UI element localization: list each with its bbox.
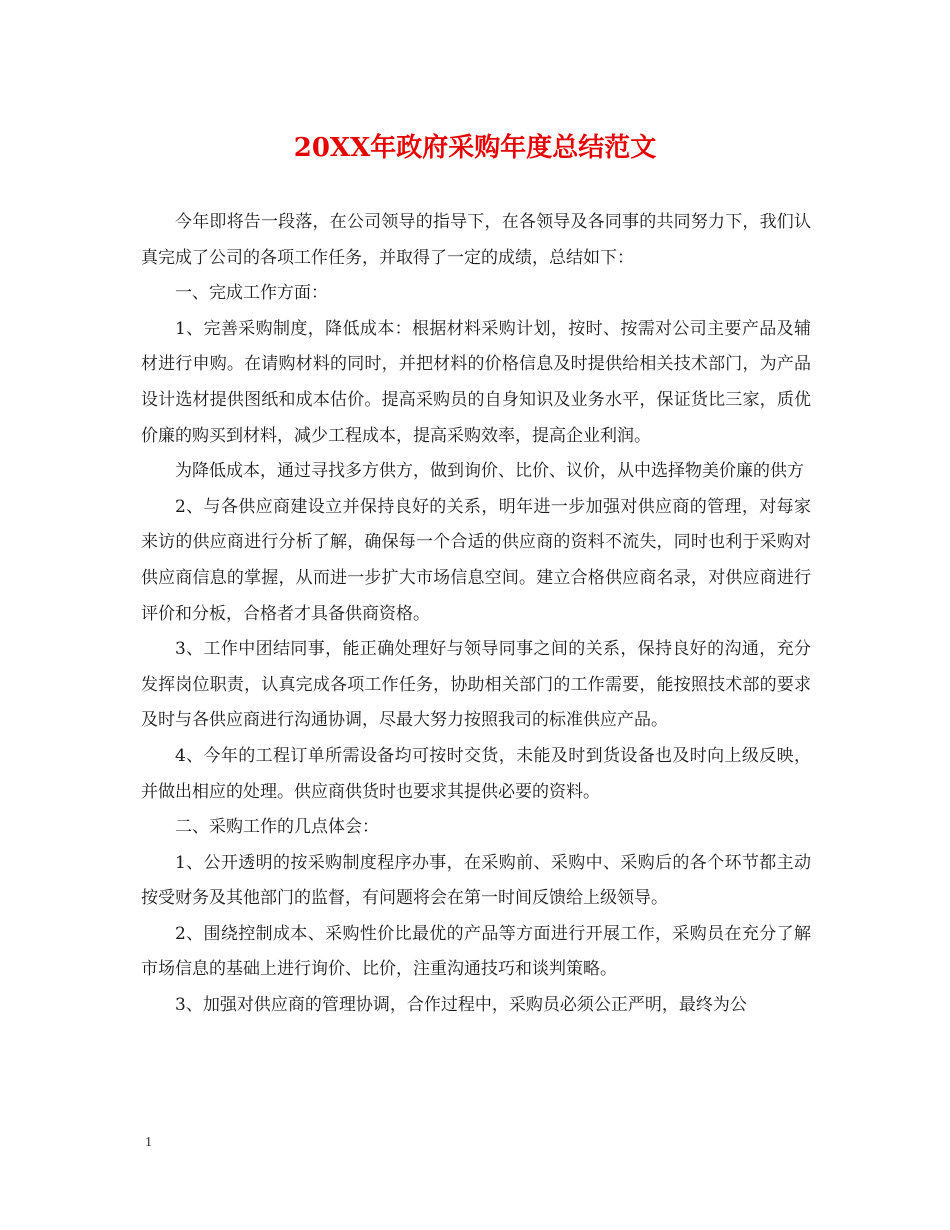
document-title: 20XX年政府采购年度总结范文 xyxy=(293,133,657,163)
paragraph-item-3: 3、工作中团结同事，能正确处理好与领导同事之间的关系，保持良好的沟通，充分发挥岗位职责，认真完成各项工作任务，协助相关部门的工作需要，能按照技术部的要求及时与各供应商进行沟通协调，尽最大努力按照我司的标准供应产品。 xyxy=(141,639,811,731)
paragraph-item-2: 2、与各供应商建设立并保持良好的关系，明年进一步加强对供应商的管理，对每家来访的供应商进行分析了解，确保每一个合适的供应商的资料不流失，同时也利于采购对供应商信息的掌握，从而进一步扩大市场信息空间。建立合格供应商名录，对供应商进行评价和分板，合格者才具备供商资格。 xyxy=(141,496,811,624)
paragraph-item-4: 4、今年的工程订单所需设备均可按时交货，未能及时到货设备也及时向上级反映，并做出相应的处理。供应商供货时也要求其提供必要的资料。 xyxy=(141,745,811,802)
page-number: 1 xyxy=(145,1135,152,1150)
paragraph-experience-1: 1、公开透明的按采购制度程序办事，在采购前、采购中、采购后的各个环节都主动按受财务及其他部门的监督，有问题将会在第一时间反馈给上级领导。 xyxy=(141,852,811,909)
section-heading-experience: 二、采购工作的几点体会： xyxy=(175,817,379,838)
section-heading-work-completed: 一、完成工作方面： xyxy=(175,283,328,304)
paragraph-cost-reduction: 为降低成本，通过寻找多方供方，做到询价、比价、议价，从中选择物美价廉的供方 xyxy=(175,461,804,482)
document-body xyxy=(141,205,811,1024)
paragraph-item-1: 1、完善采购制度，降低成本：根据材料采购计划，按时、按需对公司主要产品及辅材进行申购。在请购材料的同时，并把材料的价格信息及时提供给相关技术部门，为产品设计选材提供图纸和成本估价。提高采购员的自身知识及业务水平，保证货比三家，质优价廉的购买到材料，减少工程成本，提高采购效率，提高企业利润。 xyxy=(141,318,811,446)
paragraph-experience-3: 3、加强对供应商的管理协调，合作过程中，采购员必须公正严明，最终为公 xyxy=(175,995,747,1016)
paragraph-intro: 今年即将告一段落，在公司领导的指导下，在各领导及各同事的共同努力下，我们认真完成了公司的各项工作任务，并取得了一定的成绩，总结如下： xyxy=(141,212,811,268)
paragraph-experience-2: 2、围绕控制成本、采购性价比最优的产品等方面进行开展工作，采购员在充分了解市场信息的基础上进行询价、比价，注重沟通技巧和谈判策略。 xyxy=(141,923,811,980)
